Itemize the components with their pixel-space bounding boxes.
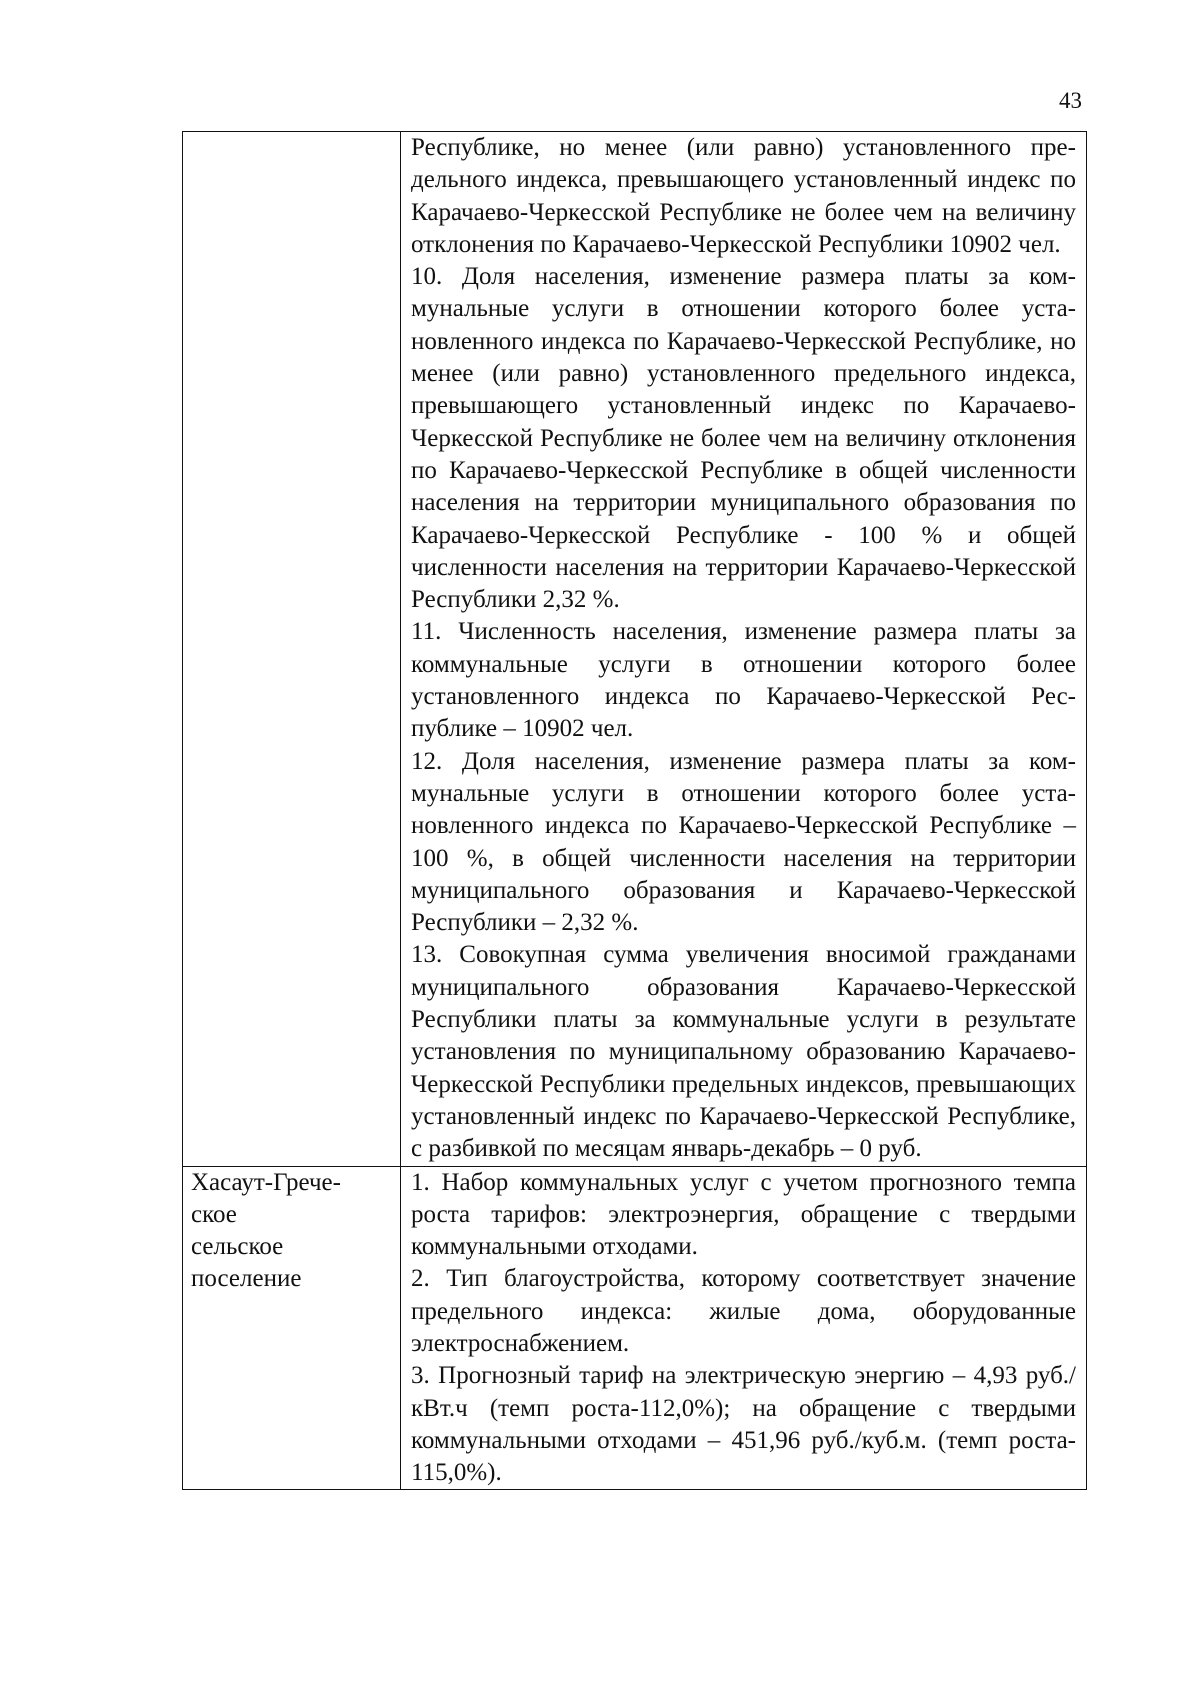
indicator-paragraph: 12. Доля населения, изменение размера платы за коммунальные услуги в отношении которого более установленного индекса по Карачаево-Черкесской Республике – 100 %, в общей численности населения на территории муниципального образования и Карачаево-Черкесской Республики – 2,32 %. [411, 747, 1076, 937]
municipality-name-line: сельское [191, 1233, 284, 1261]
municipality-cell [183, 1166, 401, 1490]
indicator-paragraph: 1. Набор коммунальных услуг с учетом прогнозного темпа роста тарифов: электроэнергия, обращение с твердыми коммунальными отходами. [411, 1168, 1076, 1261]
municipality-name-line: ское [191, 1200, 237, 1228]
table-row [183, 1166, 1087, 1490]
indicator-paragraph: 2. Тип благоустройства, которому соответствует значение предельного индекса: жилые дома, оборудованные электроснабжением. [411, 1265, 1076, 1357]
page-number: 43 [1059, 88, 1082, 113]
indicators-cell [401, 132, 1087, 1167]
municipality-name-line: Хасаут-Грече- [191, 1168, 341, 1196]
municipality-cell [183, 132, 401, 1167]
municipality-name-line: поселение [191, 1265, 302, 1293]
indicator-table [182, 131, 1087, 1490]
indicator-paragraph: 3. Прогнозный тариф на электрическую энергию – 4,93 руб./кВт.ч (темп роста-112,0%); на обращение с твердыми коммунальными отходами – 451,96 руб./куб.м. (темп роста- 115,0%). [411, 1362, 1076, 1487]
indicators-cell [401, 1166, 1087, 1490]
table-row [183, 132, 1087, 1167]
indicator-paragraph: Республике, но менее (или равно) установленного предельного индекса, превышающего установленный индекс по Карачаево-Черкесской Республике не более чем на величину отклонения по Карачаево-Черкесской Республики 10902 чел. [411, 134, 1076, 258]
indicator-paragraph: 11. Численность населения, изменение размера платы за коммунальные услуги в отношении которого более установленного индекса по Карачаево-Черкесской Республике – 10902 чел. [411, 618, 1076, 743]
indicator-paragraph: 10. Доля населения, изменение размера платы за коммунальные услуги в отношении которого более установленного индекса по Карачаево-Черкесской Республике, но менее (или равно) установленного предельного индекса, превышающего установленный индекс по Карачаево-Черкесской Республике не более чем на величину отклонения по Карачаево-Черкесской Республике в общей численности населения на территории муниципального образования по Карачаево-Черкесской Республике - 100 % и общей численности населения на территории Карачаево-Черкесской Республики 2,32 %. [411, 263, 1076, 614]
indicator-paragraph: 13. Совокупная сумма увеличения вносимой гражданами муниципального образования Карачаево-Черкесской Республики платы за коммунальные услуги в результате установления по муниципальному образованию Карачаево-Черкесской Республики предельных индексов, превышающих установленный индекс по Карачаево-Черкесской Республике, с разбивкой по месяцам январь-декабрь – 0 руб. [411, 941, 1076, 1163]
